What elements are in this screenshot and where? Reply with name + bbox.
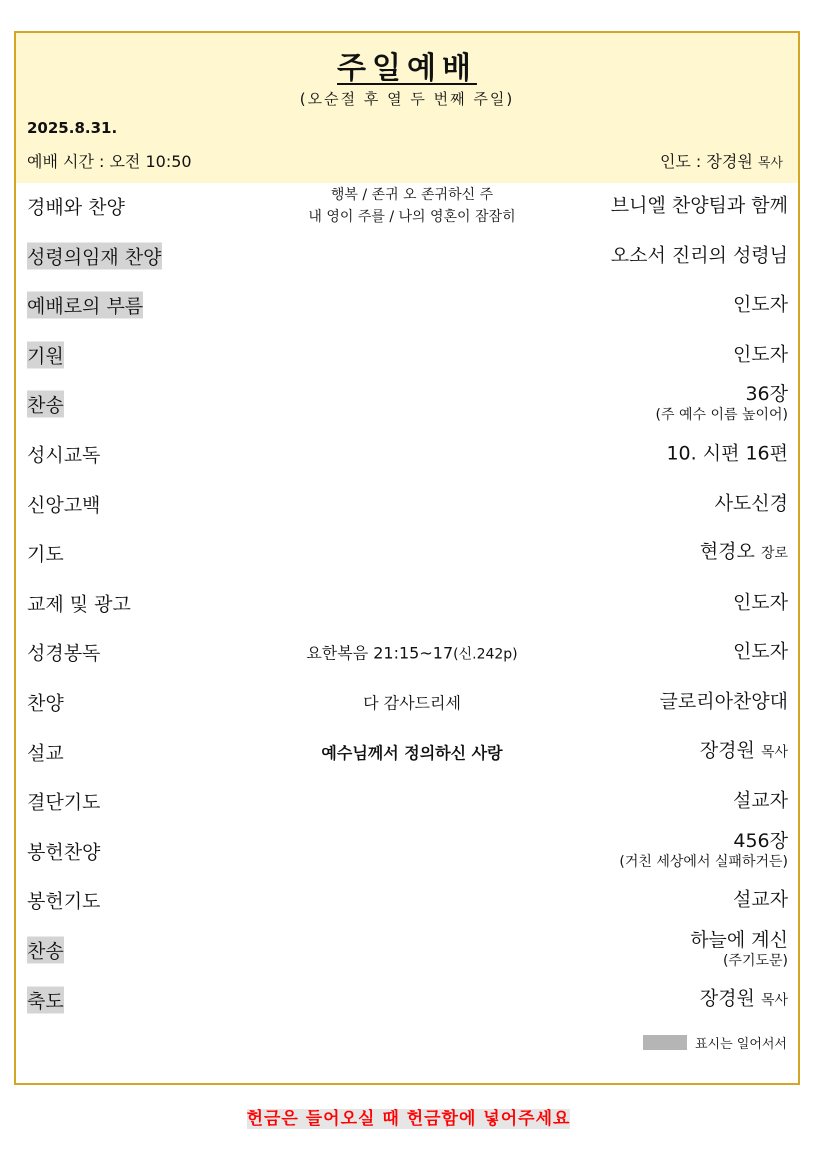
order-item-name: 기도 <box>27 543 64 566</box>
order-row <box>16 183 798 229</box>
order-row <box>16 431 798 477</box>
order-row <box>16 679 798 725</box>
order-item-person <box>660 691 788 714</box>
order-row <box>16 481 798 527</box>
person-text: 장경원 <box>699 987 755 1010</box>
order-item-name: 결단기도 <box>27 791 101 814</box>
service-date: 2025.8.31. <box>27 119 118 137</box>
person-text: 456장 <box>733 829 788 852</box>
order-item-person <box>666 443 788 466</box>
person-text: 설교자 <box>732 888 788 911</box>
order-item-name: 축도 <box>27 986 64 1013</box>
order-item-detail <box>216 691 608 714</box>
order-item-name: 성령의임재 찬양 <box>27 242 162 269</box>
order-item-person <box>733 294 788 317</box>
detail-line: 행복 / 존귀 오 존귀하신 주 <box>330 187 494 203</box>
bulletin-frame <box>14 31 800 1085</box>
order-item-name: 봉헌기도 <box>27 890 101 913</box>
order-item-name: 찬송 <box>27 937 64 964</box>
order-item-person <box>733 889 788 912</box>
order-item-person <box>733 343 788 366</box>
order-item-name: 봉헌찬양 <box>27 841 101 864</box>
person-text: 사도신경 <box>714 492 788 515</box>
order-row <box>16 828 798 874</box>
order-item-person <box>611 195 788 218</box>
hymn-title: (거친 세상에서 실패하거든) <box>619 853 788 870</box>
detail-text: 예수님께서 정의하신 사랑 <box>321 743 503 763</box>
order-row <box>16 927 798 973</box>
offering-notice <box>0 1104 817 1129</box>
person-text: 인도자 <box>732 343 788 366</box>
person-title: 장로 <box>760 545 788 562</box>
legend <box>643 1033 787 1052</box>
order-item-person <box>715 492 788 515</box>
legend-swatch <box>643 1035 687 1050</box>
person-text: 글로리아찬양대 <box>659 690 788 713</box>
order-item-name: 예배로의 부름 <box>27 292 143 319</box>
person-title: 목사 <box>760 744 788 761</box>
order-item-person <box>656 383 788 425</box>
person-text: 하늘에 계신 <box>690 929 788 951</box>
order-row <box>16 877 798 923</box>
order-item-name: 신앙고백 <box>27 494 101 517</box>
person-text: 장경원 <box>699 739 755 762</box>
order-item-person <box>700 739 788 764</box>
person-title: 목사 <box>760 992 788 1009</box>
order-item-person <box>700 541 788 566</box>
person-text: 오소서 진리의 성령님 <box>610 244 788 267</box>
order-item-person <box>690 929 788 971</box>
person-text: 인도자 <box>732 591 788 614</box>
hymn-title: (주 예수 이름 높이어) <box>655 407 788 424</box>
order-row <box>16 530 798 576</box>
order-row <box>16 381 798 427</box>
order-row <box>16 729 798 775</box>
order-item-detail <box>216 740 608 763</box>
order-item-person <box>733 790 788 813</box>
order-row <box>16 977 798 1023</box>
person-text: 인도자 <box>732 293 788 316</box>
hymn-title: (주기도문) <box>722 953 788 969</box>
order-item-name: 성시교독 <box>27 444 101 467</box>
order-item-name: 성경봉독 <box>27 642 101 665</box>
order-item-detail <box>216 184 608 228</box>
order-row <box>16 282 798 328</box>
order-row <box>16 233 798 279</box>
order-item-name: 경배와 찬양 <box>27 196 125 219</box>
order-row <box>16 580 798 626</box>
order-item-person <box>733 591 788 614</box>
order-item-detail <box>216 641 608 664</box>
order-item-name: 찬양 <box>27 692 64 715</box>
order-item-person <box>733 641 788 664</box>
detail-suffix: (신.242p) <box>453 646 518 663</box>
person-text: 10. 시편 16편 <box>666 442 788 465</box>
order-row <box>16 629 798 675</box>
page-title: 주일예배 <box>337 51 477 86</box>
order-item-name: 교제 및 광고 <box>27 593 131 616</box>
order-row <box>16 778 798 824</box>
order-item-name: 찬송 <box>27 391 64 418</box>
detail-line: 내 영이 주를 / 나의 영혼이 잠잠히 <box>308 209 516 225</box>
person-text: 설교자 <box>732 789 788 812</box>
bulletin-header <box>16 33 798 183</box>
subtitle: (오순절 후 열 두 번째 주일) <box>299 90 515 108</box>
detail-text: 요한복음 21:15~17 <box>306 643 454 663</box>
person-text: 36장 <box>745 383 788 406</box>
person-text: 현경오 <box>699 540 755 563</box>
order-item-person <box>611 244 788 267</box>
order-item-person <box>619 830 788 872</box>
order-item-person <box>700 987 788 1012</box>
order-item-name: 기원 <box>27 341 64 368</box>
detail-text: 다 감사드리세 <box>363 693 461 713</box>
order-item-name: 설교 <box>27 742 64 765</box>
service-leader: 인도 : 장경원 목사 <box>659 152 783 171</box>
order-row <box>16 332 798 378</box>
legend-text: 표시는 일어서서 <box>694 1037 787 1052</box>
offering-notice-text: 헌금은 들어오실 때 헌금함에 넣어주세요 <box>246 1109 571 1129</box>
person-text: 인도자 <box>732 640 788 663</box>
person-text: 브니엘 찬양팀과 함께 <box>610 194 788 217</box>
service-time: 예배 시간 : 오전 10:50 <box>27 152 192 171</box>
